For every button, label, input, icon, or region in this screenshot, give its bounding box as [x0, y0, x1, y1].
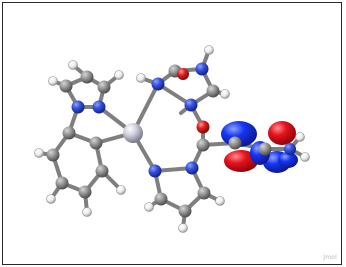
molecule-viewer-frame — [2, 2, 342, 265]
viewer-watermark: Jmol — [323, 254, 337, 261]
molecule-viewer-canvas[interactable] — [3, 3, 341, 264]
metal-atom — [123, 123, 143, 143]
